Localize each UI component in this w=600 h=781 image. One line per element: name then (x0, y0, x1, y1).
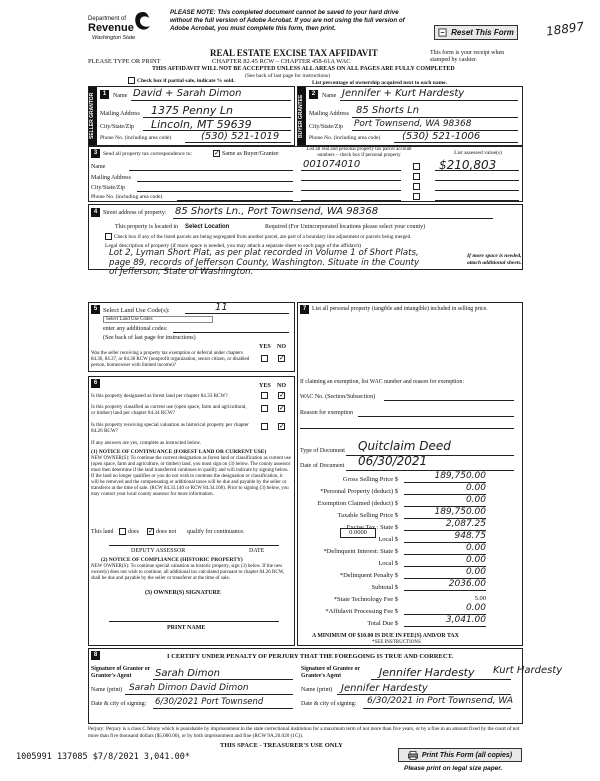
doc-date-label: Date of Document (300, 463, 345, 469)
fin-value[interactable]: 0.00 (404, 567, 486, 579)
reason-label: Reason for exemption (300, 410, 353, 416)
grantor-signature[interactable]: Sarah Dimon (155, 668, 220, 679)
fin-label: Local $ (378, 536, 398, 543)
deputy-assessor-label: DEPUTY ASSESSOR (131, 548, 186, 554)
fin-label: *Delinquent Interest: State $ (323, 548, 398, 555)
grantee-signature-2[interactable]: Kurt Hardesty (493, 665, 563, 676)
seller-phone[interactable]: (530) 521-1019 (201, 131, 280, 142)
seller-phone-label: Phone No. (including area code) (100, 135, 172, 141)
ownership-label: List percentage of ownership acquired next to each name. (312, 80, 447, 86)
buyer-name-line (340, 100, 518, 101)
buyer-section (297, 86, 523, 146)
notice-1-title: (1) NOTICE OF CONTINUANCE (FOREST LAND OR CURRENT USE) (91, 449, 267, 455)
more-space-note: If more space is needed, attach additional sheets. (467, 253, 522, 266)
see-instructions: *SEE INSTRUCTIONS (372, 640, 421, 645)
legal-description[interactable]: Lot 2, Lyman Short Plat, as per plat recorded in Volume 1 of Short Plats, page 89, records of Jefferson County, Washington. Situate in the County of Jefferson, State of Washington. (109, 248, 420, 277)
section-8 (88, 648, 563, 724)
notice-2-text: NEW OWNER(S): To continue special valuation as historic property, sign (3) below. If the new owner(s) does not wish to continue, all additional tax calculated pursuant to chapter 84.26 RCW, shall be due and payable by the seller or transferor at the time of sale. (91, 564, 285, 581)
fin-value[interactable]: 0.00 (404, 495, 486, 507)
parcel-number[interactable]: 001074010 (303, 159, 361, 170)
buyer-name-label: Name (322, 93, 337, 99)
same-as-buyer-checkbox[interactable]: ✓ (214, 149, 220, 157)
section-6 (88, 376, 295, 646)
grantor-date-label: Date & city of signing: (91, 701, 147, 707)
seller-name[interactable]: David + Sarah Dimon (133, 88, 242, 99)
s3-address-line[interactable] (137, 181, 293, 182)
grantee-date-label: Date & city of signing: (301, 701, 357, 707)
buyer-address-label: Mailing Address (309, 111, 349, 117)
exemption-label: If claiming an exemption, list WAC number and reason for exemption: (300, 379, 464, 385)
fin-label: Local $ (378, 560, 398, 567)
additional-codes-label: enter any additional codes: (103, 326, 168, 332)
wac-label: WAC No. (Section/Subsection) (300, 394, 376, 400)
parcel-line-3[interactable] (301, 190, 401, 191)
fin-value[interactable]: 0.00 (404, 483, 486, 495)
total-due-row (300, 615, 490, 629)
assessed-line-3[interactable] (435, 190, 519, 191)
fin-label: *State Technology Fee $ (333, 596, 398, 603)
fin-label: Gross Selling Price $ (342, 476, 398, 483)
certify-statement: I CERTIFY UNDER PENALTY OF PERJURY THAT THE FOREGOING IS TRUE AND CORRECT. (167, 653, 454, 660)
fin-value[interactable]: 0.00 (404, 603, 486, 615)
section-2-number: 2 (309, 90, 318, 99)
section-4 (88, 204, 523, 277)
grantor-sig-line (153, 679, 293, 680)
section-7-number: 7 (300, 305, 309, 314)
forest-land-question: Is this property designated as forest land per chapter 84.33 RCW? (91, 393, 228, 399)
fin-value[interactable]: 3,041.00 (404, 615, 486, 627)
additional-codes-line[interactable] (173, 332, 289, 333)
washington-state-label: Washington State (92, 35, 136, 41)
fin-label: Exemption Claimed (deduct) $ (317, 500, 398, 507)
personal-property-checkbox-3[interactable] (413, 183, 420, 190)
grantor-name-label: Name (print) (91, 687, 123, 693)
print-form-label: Print This Form (all copies) (421, 751, 513, 759)
fin-label: *Affidavit Processing Fee $ (325, 608, 398, 615)
seller-address-label: Mailing Address (100, 111, 140, 117)
partial-sale-label: Check box if partial sale, indicate % sold. (137, 78, 235, 84)
segregated-label: Check box if any of the listed parcels are being segregated from another parcel, are part of a boundary line adjustment or parcels being merged. (114, 234, 412, 240)
same-as-buyer-label: Same as Buyer/Grantee (222, 151, 279, 157)
land-use-dropdown[interactable]: Select Land Use Codes (103, 316, 213, 323)
section-1-number: 1 (100, 90, 109, 99)
reason-line[interactable] (358, 416, 514, 417)
assessed-line-2[interactable] (435, 180, 519, 181)
personal-property-checkbox-2[interactable] (413, 173, 420, 180)
does-checkbox[interactable] (119, 528, 126, 535)
assessed-value[interactable]: $210,803 (439, 158, 497, 172)
section-3 (88, 146, 523, 202)
receipt-note: This form is your receipt when stamped by cashier. (430, 50, 505, 63)
buyer-address[interactable]: 85 Shorts Ln (356, 105, 420, 116)
fin-value[interactable]: 2036.00 (404, 579, 486, 591)
fin-value[interactable]: 189,750.00 (404, 471, 486, 483)
grantee-name-line (337, 694, 511, 695)
buyer-phone-label: Phone No. (including area code) (309, 135, 381, 141)
parcel-line-1[interactable] (301, 170, 401, 171)
see-back-line: (See back of last page for instructions) (245, 73, 330, 79)
assessed-header: List assessed value(s) (454, 150, 502, 156)
buyer-city[interactable]: Port Townsend, WA 98368 (354, 119, 472, 129)
grantor-name-line (125, 694, 293, 695)
forest-no-checkbox[interactable]: ✓ (279, 391, 285, 399)
grantor-date-line (153, 708, 293, 709)
owner-signature-label: (3) OWNER(S) SIGNATURE (145, 590, 221, 596)
form-subtitle: CHAPTER 82.45 RCW – CHAPTER 458-61A WAC (212, 58, 351, 65)
partial-sale-checkbox[interactable] (128, 77, 135, 84)
doc-type-label: Type of Document (300, 448, 345, 454)
does-not-checkbox[interactable]: ✓ (148, 527, 154, 535)
fin-value[interactable]: 189,750.00 (404, 507, 486, 519)
does-label: does (128, 529, 139, 535)
assessed-line-4[interactable] (435, 200, 519, 201)
s5-no-header: NO (277, 344, 286, 350)
fin-label: Total Due $ (367, 620, 398, 627)
located-in-label: This property is located in (115, 224, 178, 230)
fin-value[interactable]: 0.00 (404, 555, 486, 567)
s3-city-line[interactable] (137, 191, 293, 192)
s3-city-label: City/State/Zip (91, 185, 125, 191)
deputy-date-label: DATE (249, 548, 265, 554)
section-8-number: 8 (91, 651, 100, 660)
revenue-label: Revenue (88, 22, 134, 34)
historic-yes-checkbox[interactable] (261, 423, 268, 430)
buyer-phone[interactable]: (530) 521-1006 (402, 131, 481, 142)
fin-label: Excise Tax : State $ (346, 524, 398, 531)
required-note: Required (For Unincorporated locations please select your county) (265, 224, 426, 230)
land-use-see-back: (See back of last page for instructions) (103, 335, 196, 341)
seller-address[interactable]: 1375 Penny Ln (151, 104, 233, 117)
grantee-sig-line (371, 679, 511, 680)
s3-phone-line[interactable] (177, 200, 293, 201)
seller-phone-line (185, 142, 291, 143)
print-form-button[interactable] (398, 748, 522, 762)
legal-description-label: Legal description of property (if more space is needed, you may attach a separate sheet to each page of the affidavit) (105, 243, 361, 249)
fin-label: Taxable Selling Price $ (337, 512, 398, 519)
stamp-number: 18897 (545, 19, 585, 39)
s5-yes-checkbox[interactable] (261, 355, 268, 362)
buyer-name[interactable]: Jennifer + Kurt Hardesty (342, 88, 465, 99)
s6-yes-header: YES (259, 383, 271, 389)
wac-line[interactable] (384, 400, 514, 401)
does-not-label: does not (156, 529, 177, 535)
qualify-label: qualify for continuance. (187, 529, 245, 535)
current-use-yes-checkbox[interactable] (261, 405, 268, 412)
notice-1-text: NEW OWNER(S): To continue the current designation as forest land or classification as current use (open space, farm and agriculture, or timber) land, you must sign on (3) below. The county assessor must then determine if the land transferred continues to qualify and will indicate by signing below. If the land no longer qualifies or you do not wish to continue the designation or classification, it will be removed and the compensating or additional taxes will be due and payable by the seller or transferor at the time of sale. (RCW 84.33.140 or RCW 84.34.108). Prior to signing (3) below, you may contact your local county assessor for more information. (91, 456, 291, 497)
reset-icon (438, 28, 447, 37)
segregated-checkbox[interactable] (105, 233, 112, 240)
buyer-tab: BUYER GRANTEE (298, 87, 306, 145)
legal-size-note: Please print on legal size paper. (404, 765, 503, 772)
owner-signature-line[interactable] (109, 621, 279, 622)
print-name-label: PRINT NAME (167, 625, 206, 631)
grantee-signature[interactable]: Jennifer Hardesty (379, 666, 475, 679)
fin-label: *Personal Property (deduct) $ (320, 488, 398, 495)
select-location-dropdown[interactable]: Select Location (185, 224, 230, 230)
section-4-number: 4 (91, 208, 100, 217)
buyer-city-label: City/State/Zip (309, 124, 343, 130)
reset-label: Reset This Form (451, 28, 514, 37)
seller-name-label: Name (113, 93, 128, 99)
perjury-statement: Perjury: Perjury is a class C felony which is punishable by imprisonment in the state correctional institution for a maximum term of not more than five years, or by a fine in an amount fixed by the court of not more than five thousand dollars ($5,000.00), or by both imprisonment and fine (RCW 9A.20.020 (1C)). (88, 726, 520, 739)
minimum-note: A MINIMUM OF $10.00 IS DUE IN FEE(S) AND/OR TAX (312, 633, 459, 639)
notice-2-title: (2) NOTICE OF COMPLIANCE (HISTORIC PROPERTY) (101, 557, 243, 563)
section-6-number: 6 (91, 379, 100, 388)
fin-value[interactable]: 0.00 (404, 543, 486, 555)
exemption-question: Was the seller receiving a property tax exemption or deferral under chapters 84.36, 84.37, or 84.38 RCW (nonprofit organization, senior citizen, or disabled person, homeowner with limited income)? (91, 351, 250, 368)
grantor-date[interactable]: 6/30/2021 Port Townsend (155, 697, 264, 707)
grantee-date[interactable]: 6/30/2021 in Port Townsend, WA (367, 696, 514, 706)
land-use-line (185, 313, 289, 314)
parcel-line-4[interactable] (301, 200, 401, 201)
s3-phone-label: Phone No. (including area code) (91, 194, 163, 200)
subtotal-row (300, 579, 490, 593)
buyer-phone-line (394, 142, 518, 143)
grantee-sig-label: Signature of Grantee or Grantee's Agent (301, 666, 360, 679)
s5-no-checkbox[interactable]: ✓ (279, 354, 285, 362)
fin-value[interactable]: 2,087.25 (404, 519, 486, 531)
reason-line-2[interactable] (300, 428, 514, 429)
section-3-number: 3 (91, 149, 100, 158)
seller-city-label: City/State/Zip (100, 124, 134, 130)
wa-swirl-icon (132, 10, 154, 34)
section-5-number: 5 (91, 305, 100, 314)
parcel-header: List all real and personal property tax parcel account numbers – check box if personal property (306, 147, 412, 158)
print-type-label: PLEASE TYPE OR PRINT (88, 58, 161, 65)
historic-question: Is this property receiving special valuation as historical property per chapter 84.26 RCW? (91, 422, 249, 434)
buyer-address-line (352, 117, 518, 118)
forest-yes-checkbox[interactable] (261, 392, 268, 399)
grantee-name[interactable]: Jennifer Hardesty (341, 683, 428, 694)
historic-no-checkbox[interactable]: ✓ (279, 422, 285, 430)
land-use-label: Select Land Use Code(s): (103, 307, 170, 314)
assessed-line-1[interactable] (435, 170, 519, 171)
fin-label: *Delinquent Penalty $ (339, 572, 398, 579)
seller-tab: SELLER GRANTOR (89, 87, 97, 145)
street-address-line (173, 218, 493, 219)
s3-address-label: Mailing Address (91, 175, 131, 181)
grantor-sig-label: Signature of Grantor or Grantor's Agent (91, 666, 151, 679)
local-rate-box[interactable]: 0.0000 (340, 528, 376, 538)
printer-icon (408, 751, 418, 760)
deputy-line[interactable] (109, 545, 279, 546)
seller-city[interactable]: Lincoln, MT 59639 (151, 118, 252, 131)
treasurer-use-label: THIS SPACE - TREASURER'S USE ONLY (220, 742, 343, 749)
adobe-notice: PLEASE NOTE: This completed document cannot be saved to your hard drive without the full version of Adobe Acrobat. If you are not using the full version of Adobe Acrobat, you must complete this form, then print. (170, 9, 405, 32)
current-use-question: Is this property classified as current use (open space, farm and agricultural, or timber) land per chapter 84.34 RCW? (91, 404, 247, 416)
s3-name-label: Name (91, 164, 106, 170)
street-address-label: Street address of property: (103, 210, 167, 216)
seller-section (88, 86, 295, 146)
warning-line: THIS AFFIDAVIT WILL NOT BE ACCEPTED UNLESS ALL AREAS ON ALL PAGES ARE FULLY COMPLETED (152, 66, 455, 72)
s5-yes-header: YES (259, 344, 271, 350)
current-use-no-checkbox[interactable]: ✓ (279, 404, 285, 412)
reset-form-button[interactable] (434, 25, 518, 40)
parcel-line-2[interactable] (301, 180, 401, 181)
doc-type[interactable]: Quitclaim Deed (358, 439, 451, 453)
section-5 (88, 302, 295, 372)
grantor-name[interactable]: Sarah Dimon David Dimon (129, 683, 249, 693)
doc-date[interactable]: 06/30/2021 (358, 454, 428, 468)
grantee-date-line (363, 708, 511, 709)
personal-property-checkbox-1[interactable] (413, 163, 420, 170)
dept-of-label: Department of (88, 16, 127, 22)
seller-name-line (131, 100, 291, 101)
if-yes-note: If any answers are yes, complete as instructed below. (91, 440, 202, 446)
personal-property-checkbox-4[interactable] (413, 193, 420, 200)
dor-logo (88, 8, 158, 48)
s3-name-line[interactable] (129, 170, 293, 171)
grantee-name-label: Name (print) (301, 687, 333, 693)
personal-property-label: List all personal property (tangible and intangible) included in selling price. (312, 306, 488, 312)
this-land-label: This land (91, 529, 114, 535)
street-address[interactable]: 85 Shorts Ln., Port Townsend, WA 98368 (175, 206, 379, 217)
fin-value[interactable]: 948.75 (404, 531, 486, 543)
form-title: REAL ESTATE EXCISE TAX AFFIDAVIT (210, 48, 378, 58)
fin-value[interactable]: 5.00 (474, 595, 486, 602)
land-use-value[interactable]: 11 (215, 302, 228, 313)
send-correspondence-label: Send all property tax correspondence to: (103, 151, 193, 157)
s6-no-header: NO (277, 383, 286, 389)
fin-label: Subtotal $ (371, 584, 398, 591)
receipt-line: 1005991 137085 $7/8/2021 3,041.00* (16, 752, 190, 762)
